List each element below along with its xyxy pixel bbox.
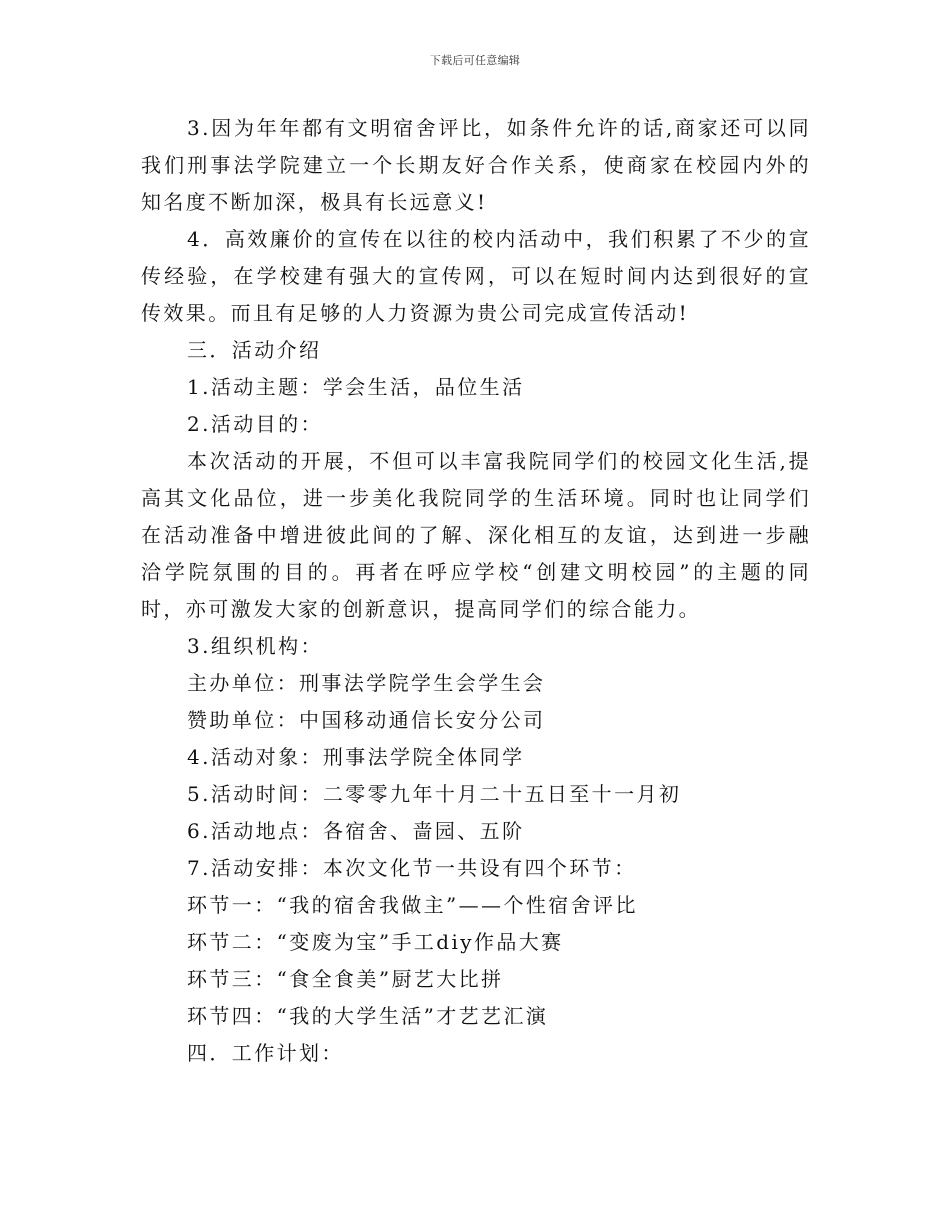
segment-three: 环节三：“食全食美”厨艺大比拼	[187, 967, 504, 991]
list-item-time: 5.活动时间：二零零九年十月二十五日至十一月初	[187, 782, 682, 806]
list-item-theme: 1.活动主题：学会生活，品位生活	[187, 375, 525, 399]
paragraph-purpose: 本次活动的开展，不但可以丰富我院同学们的校园文化生活,提高其文化品位，进一步美化我院同学的生活环境。同时也让同学们在活动准备中增进彼此间的了解、深化相互的友谊，达到进一步融洽学院氛围的目的。再者在呼应学校“创建文明校园”的主题的同时，亦可激发大家的创新意识，提高同学们的综合能力。	[141, 449, 811, 621]
list-item-schedule: 7.活动安排：本次文化节一共设有四个环节：	[187, 856, 637, 880]
sponsor-line: 赞助单位：中国移动通信长安分公司	[187, 708, 546, 732]
section-title-work-plan: 四．工作计划：	[187, 1041, 344, 1065]
section-title-activity-intro: 三．活动介绍	[187, 338, 322, 362]
segment-four: 环节四：“我的大学生活”才艺艺汇演	[187, 1004, 549, 1028]
segment-two: 环节二：“变废为宝”手工diy作品大赛	[187, 930, 564, 954]
list-item-purpose: 2.活动目的：	[187, 412, 323, 436]
list-item-organization: 3.组织机构：	[187, 634, 323, 658]
paragraph-publicity: 4．高效廉价的宣传在以往的校内活动中，我们积累了不少的宣传经验，在学校建有强大的宣传网，可以在短时间内达到很好的宣传效果。而且有足够的人力资源为贵公司完成宣传活动!	[141, 227, 811, 325]
page-header-note: 下载后可任意编辑	[429, 54, 521, 67]
list-item-location: 6.活动地点：各宿舍、啬园、五阶	[187, 819, 525, 843]
organizer-line: 主办单位：刑事法学院学生会学生会	[187, 671, 546, 695]
list-item-target: 4.活动对象：刑事法学院全体同学	[187, 745, 525, 769]
segment-one: 环节一：“我的宿舍我做主”——个性宿舍评比	[187, 893, 638, 917]
document-body	[141, 110, 811, 1072]
paragraph-wenming-dorm: 3.因为年年都有文明宿舍评比，如条件允许的话,商家还可以同我们刑事法学院建立一个长期友好合作关系，使商家在校园内外的知名度不断加深，极具有长远意义!	[141, 116, 811, 214]
